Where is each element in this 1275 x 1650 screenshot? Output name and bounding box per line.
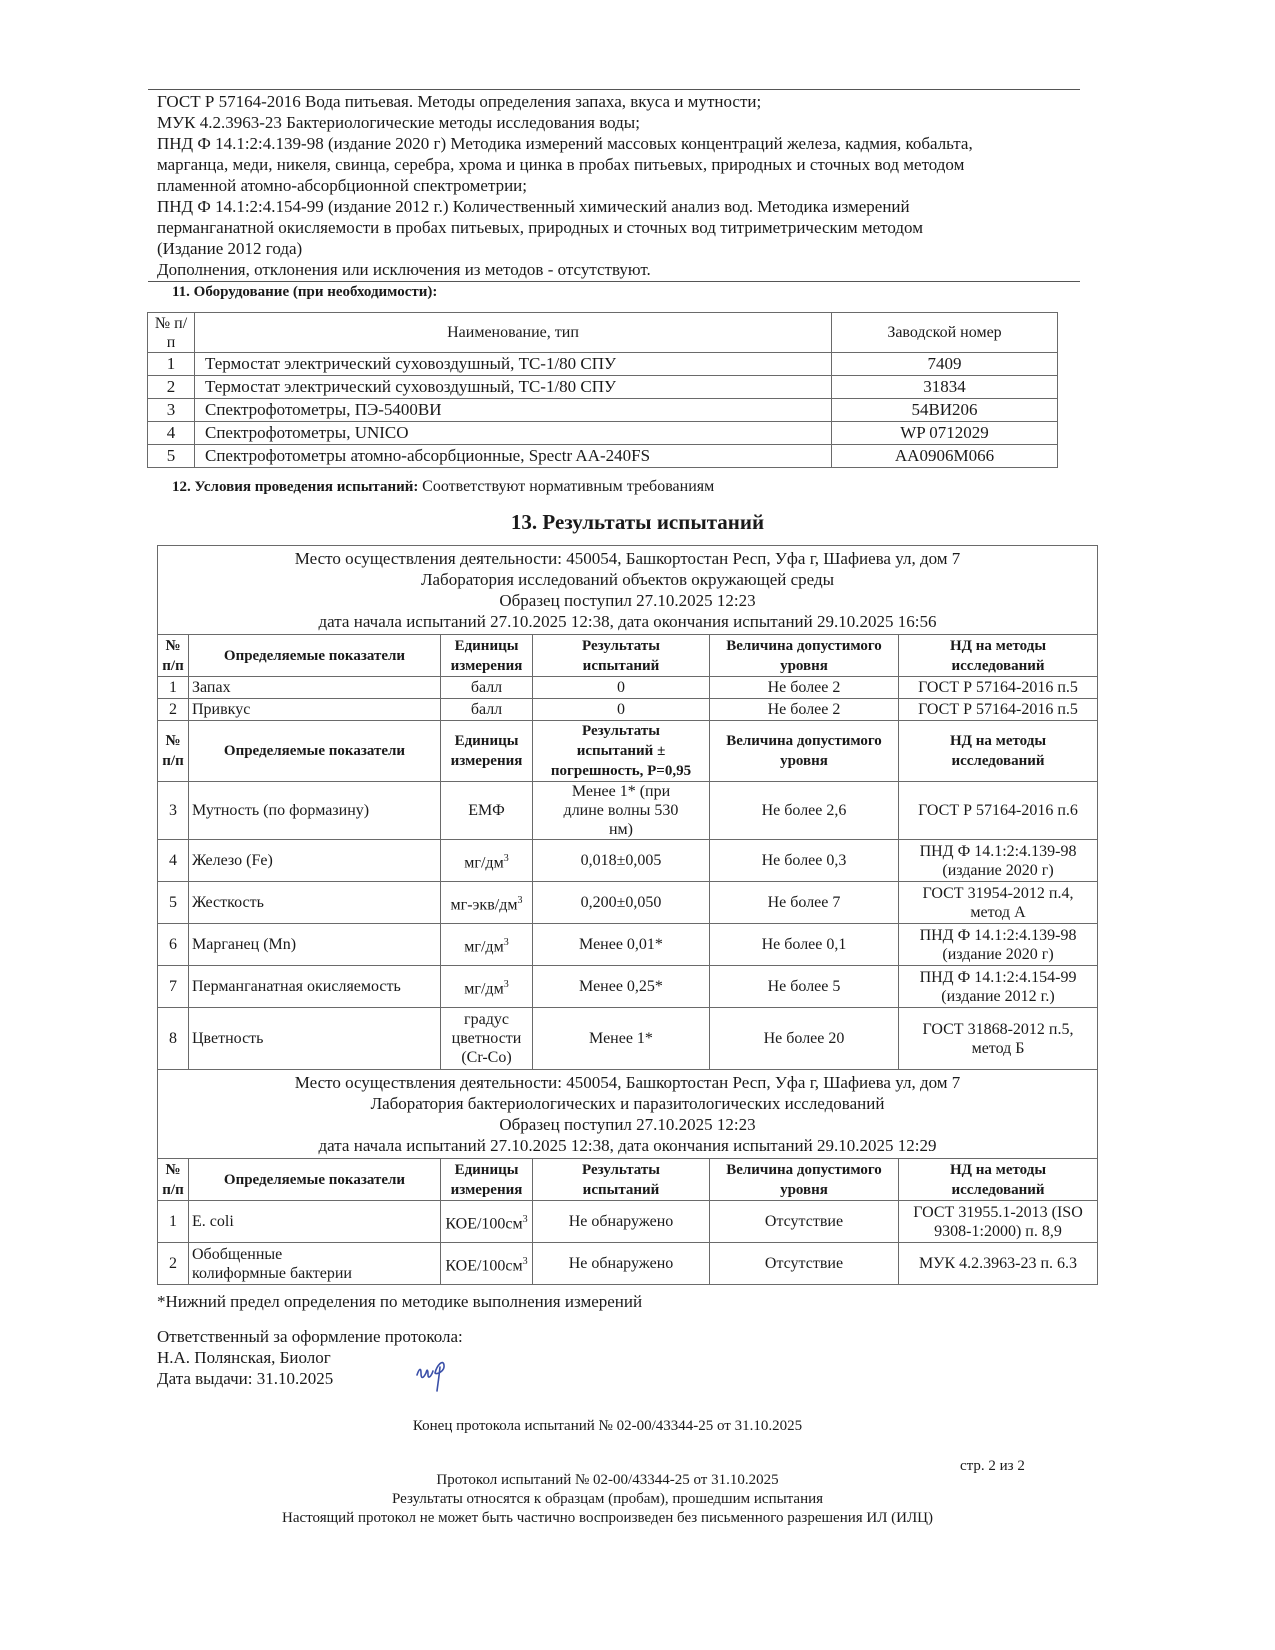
- top-rule: [148, 89, 1080, 90]
- result-indicator: Железо (Fe): [189, 840, 441, 882]
- methods-line: ПНД Ф 14.1:2:4.154-99 (издание 2012 г.) Количественный химический анализ вод. Методика измерений: [157, 197, 910, 216]
- result-limit: Не более 0,1: [710, 924, 899, 966]
- result-unit: [441, 840, 533, 882]
- unit-text: мг-экв/дм: [450, 896, 518, 914]
- result-unit: градус цветности (Cr-Co): [441, 1008, 533, 1070]
- handwritten-signature-icon: [413, 1353, 453, 1393]
- equipment-header-row: [148, 313, 1058, 353]
- col-header-limit: Величина допустимого уровня: [710, 635, 899, 677]
- result-value: Менее 1*: [533, 1008, 710, 1070]
- table-row: [148, 353, 1058, 376]
- col-header-method: НД на методы исследований: [899, 721, 1098, 782]
- responsible-name: Н.А. Полянская, Биолог: [157, 1348, 331, 1367]
- equipment-serial: 54ВИ206: [832, 399, 1058, 422]
- unit-superscript: 3: [503, 852, 509, 864]
- conditions-value: Соответствуют нормативным требованиям: [422, 478, 715, 495]
- methods-line: пламенной атомно-абсорбционной спектрометрии;: [157, 176, 527, 195]
- unit-superscript: 3: [517, 894, 523, 906]
- col-header-serial: Заводской номер: [832, 313, 1058, 353]
- block2-location: Место осуществления деятельности: 450054, Башкортостан Респ, Уфа г, Шафиева ул, дом 7: [294, 1073, 961, 1092]
- result-indicator: Обобщенные колиформные бактерии: [189, 1243, 441, 1285]
- table-row: [158, 966, 1098, 1008]
- result-method: ГОСТ 31868-2012 п.5, метод Б: [899, 1008, 1098, 1070]
- unit-superscript: 3: [522, 1255, 528, 1267]
- equipment-num: 5: [148, 445, 195, 468]
- col-header-unit: Единицы измерения: [441, 721, 533, 782]
- table-row: [158, 699, 1098, 721]
- results-header-row-c: [158, 1159, 1098, 1201]
- result-indicator: Марганец (Mn): [189, 924, 441, 966]
- result-indicator: Жесткость: [189, 882, 441, 924]
- result-value: Не обнаружено: [533, 1243, 710, 1285]
- block1-received: Образец поступил 27.10.2025 12:23: [499, 591, 756, 610]
- results-block1-info: [158, 546, 1098, 635]
- unit-text: ЕМФ: [468, 802, 505, 819]
- unit-text: мг/дм: [464, 854, 504, 872]
- results-block2-info: [158, 1070, 1098, 1159]
- col-header-unit: Единицы измерения: [441, 635, 533, 677]
- result-limit: Не более 2,6: [710, 782, 899, 840]
- results-header-row-a: [158, 635, 1098, 677]
- table-row: [158, 677, 1098, 699]
- col-header-indicator: Определяемые показатели: [189, 721, 441, 782]
- col-header-indicator: Определяемые показатели: [189, 1159, 441, 1201]
- table-row: [158, 1201, 1098, 1243]
- result-indicator: Мутность (по формазину): [189, 782, 441, 840]
- equipment-section-title: 11. Оборудование (при необходимости):: [172, 284, 438, 300]
- result-num: 4: [158, 840, 189, 882]
- result-value: 0,200±0,050: [533, 882, 710, 924]
- col-header-result: Результаты испытаний: [533, 1159, 710, 1201]
- result-method: МУК 4.2.3963-23 п. 6.3: [899, 1243, 1098, 1285]
- result-value: 0: [533, 677, 710, 699]
- col-header-num: № п/п: [148, 313, 195, 353]
- results-title: 13. Результаты испытаний: [510, 510, 765, 534]
- unit-text: мг/дм: [464, 980, 504, 998]
- block2-received: Образец поступил 27.10.2025 12:23: [499, 1115, 756, 1134]
- section-rule: [148, 281, 1080, 282]
- unit-text: КОЕ/100см: [445, 1257, 523, 1275]
- result-limit: Не более 5: [710, 966, 899, 1008]
- result-num: 3: [158, 782, 189, 840]
- col-header-limit: Величина допустимого уровня: [710, 721, 899, 782]
- result-num: 1: [158, 677, 189, 699]
- block2-lab: Лаборатория бактериологических и паразитологических исследований: [370, 1094, 885, 1113]
- equipment-name: Спектрофотометры, UNICO: [195, 422, 832, 445]
- table-row: [158, 1008, 1098, 1070]
- result-method: ГОСТ Р 57164-2016 п.5: [899, 677, 1098, 699]
- result-num: 5: [158, 882, 189, 924]
- col-header-num: № п/п: [158, 1159, 189, 1201]
- equipment-serial: WP 0712029: [832, 422, 1058, 445]
- result-method: ГОСТ 31954-2012 п.4, метод А: [899, 882, 1098, 924]
- result-limit: Отсутствие: [710, 1201, 899, 1243]
- equipment-num: 4: [148, 422, 195, 445]
- result-indicator: Цветность: [189, 1008, 441, 1070]
- responsible-label: Ответственный за оформление протокола:: [157, 1327, 463, 1346]
- result-method: ГОСТ Р 57164-2016 п.6: [899, 782, 1098, 840]
- issue-date: Дата выдачи: 31.10.2025: [157, 1369, 334, 1388]
- methods-list: [157, 91, 973, 280]
- result-indicator: Привкус: [189, 699, 441, 721]
- col-header-result: Результаты испытаний: [533, 635, 710, 677]
- result-method: ПНД Ф 14.1:2:4.139-98 (издание 2020 г): [899, 924, 1098, 966]
- col-header-indicator: Определяемые показатели: [189, 635, 441, 677]
- results-header-row-b: [158, 721, 1098, 782]
- result-limit: Не более 2: [710, 677, 899, 699]
- col-header-name: Наименование, тип: [195, 313, 832, 353]
- methods-line: марганца, меди, никеля, свинца, серебра, хрома и цинка в пробах питьевых, природных и сточных вод методом: [157, 155, 965, 174]
- table-row: [148, 422, 1058, 445]
- end-of-protocol: Конец протокола испытаний № 02-00/43344-25 от 31.10.2025: [412, 1418, 803, 1434]
- result-limit: Не более 0,3: [710, 840, 899, 882]
- footer-protocol-number: Протокол испытаний № 02-00/43344-25 от 31.10.2025: [436, 1472, 779, 1488]
- table-row: [158, 1243, 1098, 1285]
- result-num: 6: [158, 924, 189, 966]
- results-block1-info-cell: [158, 546, 1098, 635]
- result-indicator: Запах: [189, 677, 441, 699]
- result-num: 1: [158, 1201, 189, 1243]
- table-row: [148, 376, 1058, 399]
- equipment-num: 1: [148, 353, 195, 376]
- result-method: ГОСТ 31955.1-2013 (ISO 9308-1:2000) п. 8,9: [899, 1201, 1098, 1243]
- conditions-label: 12. Условия проведения испытаний:: [172, 479, 419, 495]
- table-row: [158, 782, 1098, 840]
- result-value: Менее 0,01*: [533, 924, 710, 966]
- block1-dates: дата начала испытаний 27.10.2025 12:38, дата окончания испытаний 29.10.2025 16:56: [318, 612, 937, 631]
- block1-lab: Лаборатория исследований объектов окружающей среды: [420, 570, 835, 589]
- page-number: стр. 2 из 2: [960, 1458, 1025, 1474]
- result-value: 0: [533, 699, 710, 721]
- methods-deviations: Дополнения, отклонения или исключения из методов - отсутствуют.: [157, 260, 651, 279]
- table-row: [158, 840, 1098, 882]
- col-header-num: № п/п: [158, 635, 189, 677]
- methods-line: МУК 4.2.3963-23 Бактериологические методы исследования воды;: [157, 113, 640, 132]
- equipment-table: [147, 312, 1058, 468]
- result-method: ПНД Ф 14.1:2:4.154-99 (издание 2012 г.): [899, 966, 1098, 1008]
- result-num: 7: [158, 966, 189, 1008]
- col-header-limit: Величина допустимого уровня: [710, 1159, 899, 1201]
- results-block2-info-cell: [158, 1070, 1098, 1159]
- unit-superscript: 3: [503, 936, 509, 948]
- result-indicator: Перманганатная окисляемость: [189, 966, 441, 1008]
- result-unit: [441, 782, 533, 840]
- equipment-serial: 7409: [832, 353, 1058, 376]
- result-unit: [441, 882, 533, 924]
- unit-text: мг/дм: [464, 938, 504, 956]
- result-num: 8: [158, 1008, 189, 1070]
- equipment-name: Термостат электрический суховоздушный, ТС-1/80 СПУ: [195, 353, 832, 376]
- conditions-line: [172, 478, 714, 496]
- result-unit: [441, 1201, 533, 1243]
- table-row: [158, 924, 1098, 966]
- result-unit: балл: [441, 677, 533, 699]
- result-unit: [441, 1243, 533, 1285]
- result-unit: балл: [441, 699, 533, 721]
- result-limit: Не более 2: [710, 699, 899, 721]
- result-num: 2: [158, 699, 189, 721]
- result-method: ГОСТ Р 57164-2016 п.5: [899, 699, 1098, 721]
- col-header-result-error: Результаты испытаний ± погрешность, Р=0,95: [533, 721, 710, 782]
- unit-superscript: 3: [503, 978, 509, 990]
- equipment-name: Спектрофотометры атомно-абсорбционные, Spectr AA-240FS: [195, 445, 832, 468]
- block1-location: Место осуществления деятельности: 450054, Башкортостан Респ, Уфа г, Шафиева ул, дом 7: [294, 549, 961, 568]
- methods-line: перманганатной окисляемости в пробах питьевых, природных и сточных вод титриметрическим методом: [157, 218, 923, 237]
- footer-copy-notice: Настоящий протокол не может быть частично воспроизведен без письменного разрешения ИЛ (ИЛЦ): [281, 1510, 933, 1526]
- methods-line: ПНД Ф 14.1:2:4.139-98 (издание 2020 г) Методика измерений массовых концентраций железа, кадмия, кобальта,: [157, 134, 973, 153]
- block2-dates: дата начала испытаний 27.10.2025 12:38, дата окончания испытаний 29.10.2025 12:29: [318, 1136, 937, 1155]
- col-header-method: НД на методы исследований: [899, 635, 1098, 677]
- result-value: 0,018±0,005: [533, 840, 710, 882]
- result-value: Не обнаружено: [533, 1201, 710, 1243]
- result-indicator: E. coli: [189, 1201, 441, 1243]
- equipment-num: 3: [148, 399, 195, 422]
- col-header-num: № п/п: [158, 721, 189, 782]
- col-header-method: НД на методы исследований: [899, 1159, 1098, 1201]
- result-limit: Не более 7: [710, 882, 899, 924]
- equipment-serial: 31834: [832, 376, 1058, 399]
- equipment-name: Термостат электрический суховоздушный, ТС-1/80 СПУ: [195, 376, 832, 399]
- table-row: [148, 399, 1058, 422]
- result-limit: Не более 20: [710, 1008, 899, 1070]
- table-row: [158, 882, 1098, 924]
- unit-superscript: 3: [522, 1213, 528, 1225]
- results-table: [157, 545, 1098, 1285]
- equipment-name: Спектрофотометры, ПЭ-5400ВИ: [195, 399, 832, 422]
- col-header-unit: Единицы измерения: [441, 1159, 533, 1201]
- methods-line: (Издание 2012 года): [157, 239, 303, 258]
- equipment-serial: AA0906M066: [832, 445, 1058, 468]
- result-num: 2: [158, 1243, 189, 1285]
- result-limit: Отсутствие: [710, 1243, 899, 1285]
- table-row: [148, 445, 1058, 468]
- methods-line: ГОСТ Р 57164-2016 Вода питьевая. Методы определения запаха, вкуса и мутности;: [157, 92, 762, 111]
- unit-text: КОЕ/100см: [445, 1215, 523, 1233]
- result-value: Менее 0,25*: [533, 966, 710, 1008]
- result-value: Менее 1* (при длине волны 530 нм): [533, 782, 710, 840]
- result-unit: [441, 924, 533, 966]
- equipment-num: 2: [148, 376, 195, 399]
- result-method: ПНД Ф 14.1:2:4.139-98 (издание 2020 г): [899, 840, 1098, 882]
- footnote: *Нижний предел определения по методике выполнения измерений: [157, 1292, 643, 1311]
- footer-results-note: Результаты относятся к образцам (пробам), прошедшим испытания: [391, 1491, 824, 1507]
- result-unit: [441, 966, 533, 1008]
- page-footer: [0, 1471, 1215, 1528]
